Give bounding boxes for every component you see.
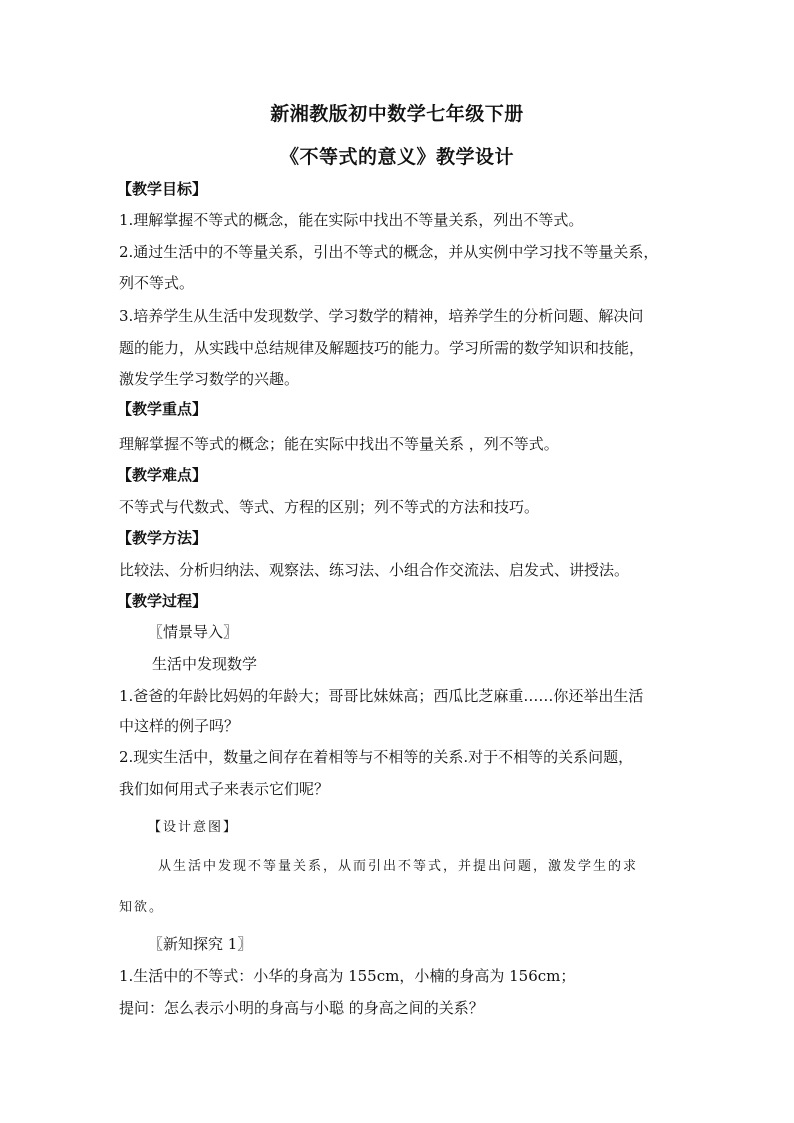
question-2-line-1: 2.现实生活中，数量之间存在着相等与不相等的关系.对于不相等的关系问题， bbox=[119, 748, 634, 766]
document-subtitle: 《不等式的意义》教学设计 bbox=[279, 146, 514, 168]
explore-item-1: 1.生活中的不等式：小华的身高为 155cm，小楠的身高为 156cm； bbox=[119, 967, 576, 985]
design-intent-header: 【设计意图】 bbox=[148, 820, 239, 835]
goal-item-3-line-1: 3.培养学生从生活中发现数学、学习数学的精神，培养学生的分析问题、解决问 bbox=[119, 307, 644, 325]
section-header-difficulties: 【教学难点】 bbox=[117, 466, 208, 484]
goal-item-3-line-2: 题的能力，从实践中总结规律及解题技巧的能力。学习所需的数学知识和技能， bbox=[119, 339, 645, 357]
goal-item-1: 1.理解掌握不等式的概念，能在实际中找出不等量关系，列出不等式。 bbox=[119, 211, 584, 229]
goal-item-2-line-2: 列不等式。 bbox=[119, 274, 195, 292]
document-title: 新湘教版初中数学七年级下册 bbox=[270, 103, 524, 125]
section-header-process: 【教学过程】 bbox=[117, 592, 208, 610]
question-1-line-2: 中这样的例子吗？ bbox=[119, 717, 240, 735]
goal-item-2-line-1: 2.通过生活中的不等量关系，引出不等式的概念，并从实例中学习找不等量关系， bbox=[119, 243, 659, 261]
question-1-line-1: 1.爸爸的年龄比妈妈的年龄大；哥哥比妹妹高；西瓜比芝麻重……你还举出生活 bbox=[119, 687, 644, 705]
methods-text: 比较法、分析归纳法、观察法、练习法、小组合作交流法、启发式、讲授法。 bbox=[119, 561, 630, 579]
explore-header: 〖新知探究 1〗 bbox=[148, 935, 253, 953]
key-points-text: 理解掌握不等式的概念；能在实际中找出不等量关系 ，列不等式。 bbox=[119, 435, 559, 453]
intro-subtitle: 生活中发现数学 bbox=[152, 655, 258, 673]
question-2-line-2: 我们如何用式子来表示它们呢？ bbox=[119, 780, 330, 798]
section-header-methods: 【教学方法】 bbox=[117, 529, 208, 547]
intro-header: 〖情景导入〗 bbox=[148, 623, 239, 641]
explore-question: 提问：怎么表示小明的身高与小聪 的身高之间的关系？ bbox=[119, 999, 484, 1017]
section-header-goals: 【教学目标】 bbox=[117, 180, 208, 198]
design-intent-line-1: 从生活中发现不等量关系，从而引出不等式，并提出问题，激发学生的求 bbox=[158, 859, 639, 874]
design-intent-line-2: 知欲。 bbox=[119, 900, 165, 915]
goal-item-3-line-3: 激发学生学习数学的兴趣。 bbox=[119, 370, 300, 388]
difficulties-text: 不等式与代数式、等式、方程的区别；列不等式的方法和技巧。 bbox=[119, 498, 540, 516]
section-header-key-points: 【教学重点】 bbox=[117, 400, 208, 418]
